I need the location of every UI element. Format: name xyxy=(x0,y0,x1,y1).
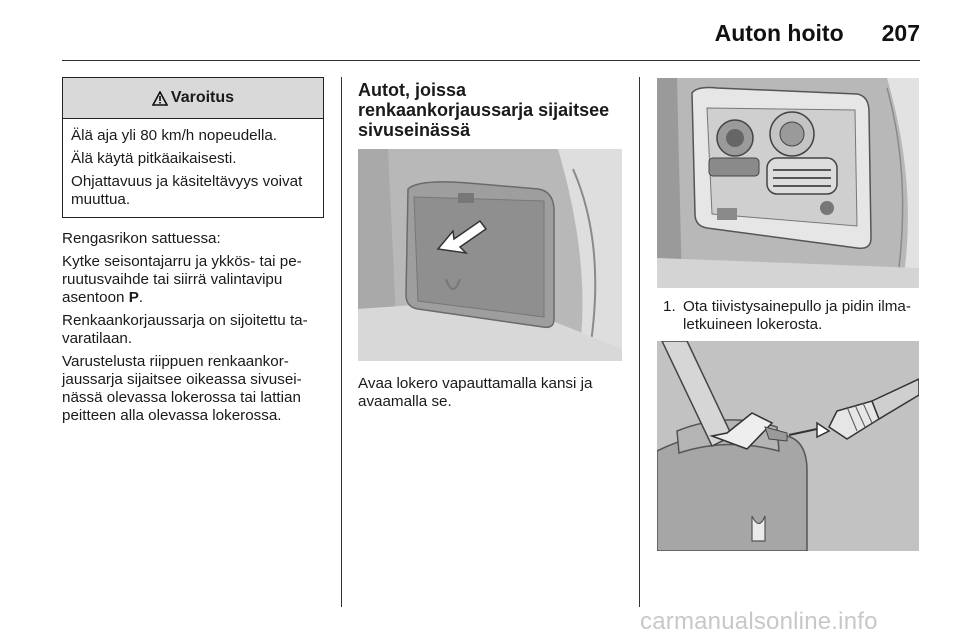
paragraph: Rengasrikon sattuessa: xyxy=(62,230,221,247)
paragraph: Varustelusta riippuen renkaankor- jaussarja sijaitsee oikeassa sivusei- nässä olevassa lokerossa tai lattian peitteen alla olevassa lokerossa. xyxy=(62,353,302,424)
section-title: Auton hoito xyxy=(714,19,844,46)
column-1-text xyxy=(62,230,324,430)
column-divider-1 xyxy=(341,77,342,607)
header-divider xyxy=(62,60,920,61)
column-divider-2 xyxy=(639,77,640,607)
paragraph: Avaa lokero vapauttamalla kansi ja avaamalla se. xyxy=(358,375,593,410)
warning-title: Varoitus xyxy=(170,89,235,106)
page-header xyxy=(62,18,920,48)
column-2-text xyxy=(358,375,623,416)
warning-box xyxy=(62,77,324,218)
paragraph-text: . xyxy=(138,289,144,306)
paragraph: Renkaankorjaussarja on sijoitettu ta- varatilaan. xyxy=(62,312,308,347)
figure-side-compartment xyxy=(358,149,622,361)
step-number: 1. xyxy=(663,298,676,315)
warning-header xyxy=(63,78,323,119)
page-number: 207 xyxy=(881,19,920,46)
warning-line: Älä käytä pitkäaikaisesti. xyxy=(71,150,237,167)
section-heading: Autot, joissa renkaankorjaussarja sijaitsee sivuseinässä xyxy=(358,80,610,140)
warning-triangle-icon xyxy=(152,91,168,106)
gear-position-p: P xyxy=(128,289,139,306)
figure-sealant-bottle xyxy=(657,341,919,551)
paragraph-text: Kytke seisontajarru ja ykkös- tai pe- ruutusvaihde tai siirrä valintavipu asentoon xyxy=(62,253,302,306)
step-text: Ota tiivistysainepullo ja pidin ilma- letkuineen lokerosta. xyxy=(683,298,911,333)
watermark: carmanualsonline.info xyxy=(640,608,878,635)
paragraph xyxy=(62,253,324,307)
instruction-step xyxy=(663,298,925,334)
figure-open-compartment xyxy=(657,78,919,288)
warning-line: Älä aja yli 80 km/h nopeudella. xyxy=(71,127,278,144)
warning-line: Ohjattavuus ja käsiteltävyys voivat muuttua. xyxy=(71,173,303,208)
warning-body xyxy=(63,119,323,217)
